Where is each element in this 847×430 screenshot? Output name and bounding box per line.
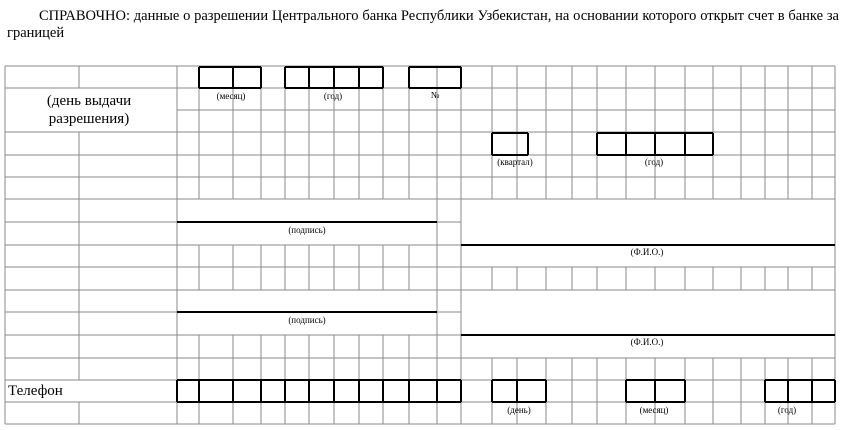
form-heading: СПРАВОЧНО: данные о разрешении Центрального банка Республики Узбекистан, на основании которого открыт счет в банке за границей	[7, 8, 839, 41]
phone-day-caption: (день)	[507, 405, 531, 415]
signature-caption-1: (подпись)	[288, 225, 326, 235]
phone-label: Телефон	[8, 383, 63, 399]
quarter-caption: (квартал)	[497, 157, 533, 167]
signature-caption-2: (подпись)	[288, 315, 326, 325]
phone-year-caption: (год)	[777, 405, 797, 415]
permission-year-caption: (год)	[323, 91, 343, 101]
phone-month-caption: (месяц)	[639, 405, 669, 415]
issue-date-label: (день выдачи разрешения)	[46, 93, 132, 127]
permission-month-caption: (месяц)	[216, 91, 246, 101]
entry-boxes	[177, 67, 835, 402]
name-caption-1: (Ф.И.О.)	[630, 247, 664, 257]
period-year-caption: (год)	[644, 157, 664, 167]
name-caption-2: (Ф.И.О.)	[630, 337, 664, 347]
permission-number-caption: №	[430, 90, 440, 100]
